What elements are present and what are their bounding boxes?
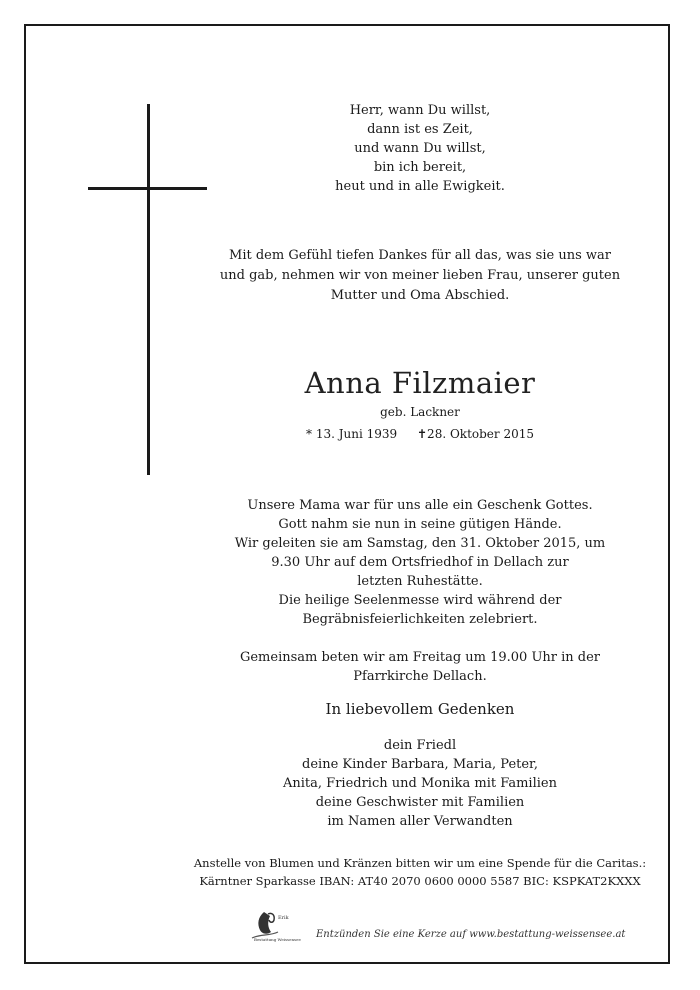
candle-link-text[interactable]: Entzünden Sie eine Kerze auf www.bestattung-weissensee.at: [316, 929, 626, 940]
text-line: Gott nahm sie nun in seine gütigen Hände.: [278, 517, 562, 532]
intro-line: Mit dem Gefühl tiefen Dankes für all das, was sie uns war: [229, 248, 611, 263]
family-line: dein Friedl: [383, 738, 457, 753]
birth-name: geb. Lackner: [380, 405, 460, 419]
text-line: Wir geleiten sie am Samstag, den 31. Oktober 2015, um: [234, 536, 606, 551]
logo-text-bottom: Bestattung Weissensee: [254, 937, 301, 942]
text-line: 9.30 Uhr auf dem Ortsfriedhof in Dellach zur: [271, 555, 569, 570]
prayer-poem: [170, 101, 670, 196]
intro-line: und gab, nehmen wir von meiner lieben Frau, unserer guten: [219, 268, 621, 283]
family-list: [170, 736, 670, 831]
birth-date: * 13. Juni 1939: [306, 427, 398, 441]
text-line: letzten Ruhestätte.: [357, 574, 483, 589]
family-line: Anita, Friedrich und Monika mit Familien: [283, 776, 557, 791]
logo-mark: [248, 908, 306, 942]
life-dates: [170, 426, 670, 442]
family-line: deine Kinder Barbara, Maria, Peter,: [302, 757, 538, 772]
poem-line: heut und in alle Ewigkeit.: [335, 179, 505, 194]
funeral-text: [170, 496, 670, 686]
intro-text: [170, 246, 670, 306]
deceased-name: Anna Filzmaier: [304, 366, 536, 400]
text-line: Unsere Mama war für uns alle ein Geschenk Gottes.: [247, 498, 593, 513]
cross-vertical-bar: [147, 104, 150, 475]
memory-heading: In liebevollem Gedenken: [325, 700, 515, 718]
prayer-paragraph: [170, 648, 670, 686]
poem-line: bin ich bereit,: [373, 160, 467, 175]
poem-line: und wann Du willst,: [354, 141, 486, 156]
poem-line: Herr, wann Du willst,: [349, 103, 491, 118]
poem-line: dann ist es Zeit,: [367, 122, 473, 137]
funeral-paragraph: [170, 496, 670, 629]
logo-text-top: Erik: [278, 915, 289, 921]
family-line: im Namen aller Verwandten: [327, 814, 513, 829]
bank-details: Kärntner Sparkasse IBAN: AT40 2070 0600 0000 5587 BIC: KSPKAT2KXXX: [199, 874, 641, 888]
text-line: Pfarrkirche Dellach.: [353, 669, 487, 684]
donation-note: [170, 854, 670, 890]
text-line: Gemeinsam beten wir am Freitag um 19.00 Uhr in der: [239, 650, 601, 665]
funeral-home-logo: [248, 908, 306, 942]
intro-line: Mutter und Oma Abschied.: [330, 288, 510, 303]
text-line: Begräbnisfeierlichkeiten zelebriert.: [302, 612, 538, 627]
text-line: Die heilige Seelenmesse wird während der: [278, 593, 562, 608]
donation-line: Anstelle von Blumen und Kränzen bitten wir um eine Spende für die Caritas.:: [193, 856, 647, 870]
family-line: deine Geschwister mit Familien: [315, 795, 525, 810]
death-date: ✝28. Oktober 2015: [417, 427, 534, 441]
